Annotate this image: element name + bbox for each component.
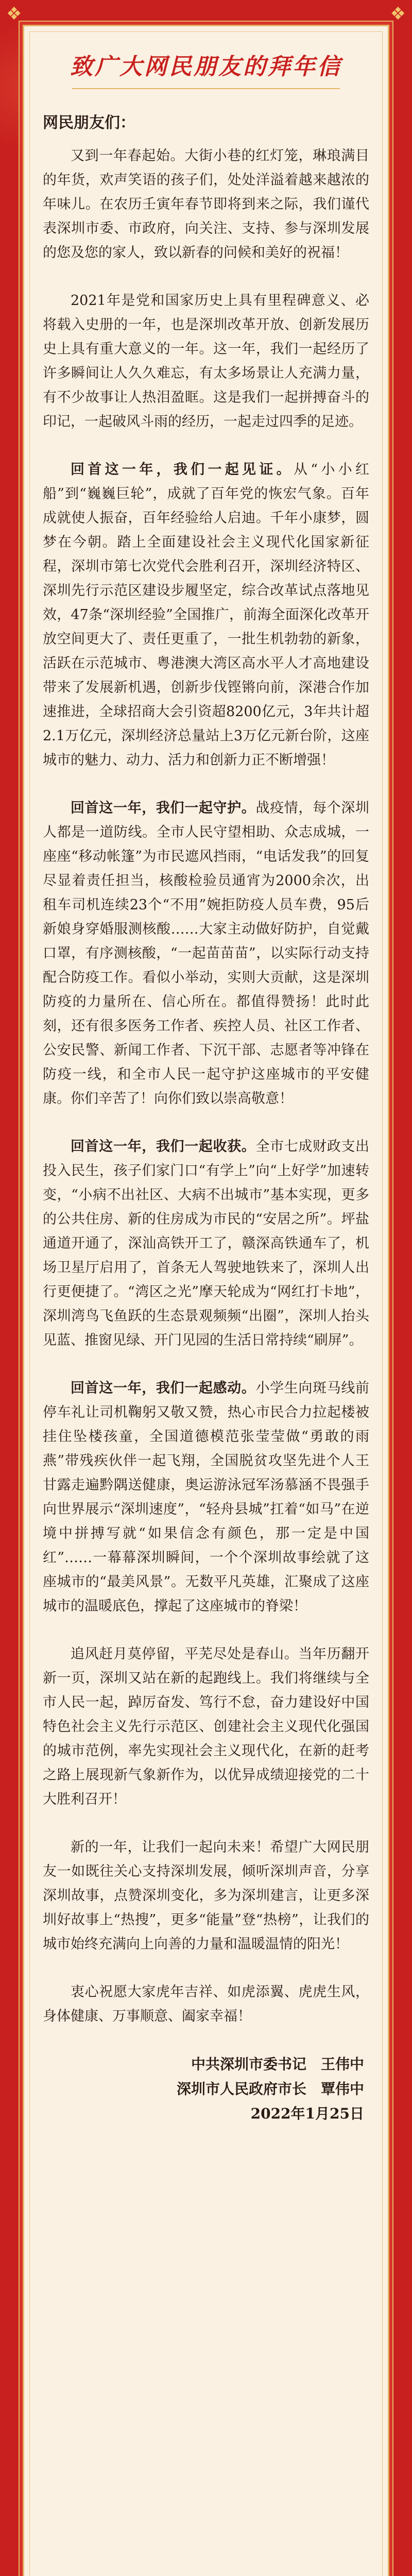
signature-date: 2022年1月25日 (250, 2105, 364, 2122)
signature-mayor: 深圳市人民政府市长 覃伟中 (176, 2080, 364, 2097)
paragraph-harvest (43, 1134, 369, 1352)
paragraph-lead: 回首这一年，我们一起守护。 (71, 800, 256, 816)
paragraph-blessing (43, 1980, 369, 2028)
paragraph-text: 衷心祝愿大家虎年吉祥、如虎添翼、虎虎生风，身体健康、万事顺意、阖家幸福！ (43, 1984, 369, 2024)
paragraph-moved (43, 1376, 369, 1618)
paragraph-new-year (43, 1835, 369, 1956)
paragraph-future (43, 1642, 369, 1811)
paragraph-text: 小学生向斑马线前停车礼让司机鞠躬又敬又赞，热心市民合力拉起楼被挂住坠楼孩童，全国道德模范张莹莹做“勇敢的雨燕”带残疾伙伴一起飞翔，全国脱贫攻坚先进个人王甘露走遍黔隅送健康，奥运游泳冠军汤慕涵不畏强手向世界展示“深圳速度”，“轻舟县城”扛着“如马”在逆境中拼搏写就“如果信念有颜色，那一定是中国红”……一幕幕深圳瞬间，一个个深圳故事绘就了这座城市的“最美风景”。无数平凡英雄，汇聚成了这座城市的温暖底色，撑起了这座城市的脊梁！ (43, 1380, 370, 1614)
paragraph-guard (43, 796, 369, 1111)
paragraph-lead: 回首这一年，我们一起收获。 (71, 1139, 256, 1155)
paragraph-text: 从“小小红船”到“巍巍巨轮”，成就了百年党的恢宏气象。百年成就使人振奋，百年经验给人启迪。千年小康梦，圆梦在今朝。踏上全面建设社会主义现代化国家新征程，深圳市第七次党代会胜利召开，深圳经济特区、深圳先行示范区建设步履坚定，综合改革试点落地见效，47条“深圳经验”全国推广，前海全面深化改革开放空间更大了、责任更重了，一批生机勃勃的新象，活跃在示范城市、粤港澳大湾区高水平人才高地建设带来了发展新机遇，创新步伐铿锵向前，深港合作加速推进，全球招商大会引资超8200亿元，3年共计超2.1万亿元，深圳经济总量站上3万亿元新台阶，这座城市的魅力、动力、活力和创新力正不断增强！ (43, 462, 369, 768)
paragraph-text: 又到一年春起始。大街小巷的红灯笼，琳琅满目的年货，欢声笑语的孩子们，处处洋溢着越来越浓的年味儿。在农历壬寅年春节即将到来之际，我们谨代表深圳市委、市政府，向关注、支持、参与深圳发展的您及您的家人，致以新春的问候和美好的祝福！ (43, 148, 369, 261)
page-title: 致广大网民朋友的拜年信 (70, 54, 342, 80)
title-divider (72, 88, 340, 89)
paragraph-text: 战疫情，每个深圳人都是一道防线。全市人民守望相助、众志成城，一座座“移动帐篷”为市民遮风挡雨，“电话发我”的回复尽显着责任担当，核酸检验员通宵为2000余次，出租车司机连续23个“不用”婉拒防疫人员车费，95后新娘身穿婚服测核酸……大家主动做好防护，自觉戴口罩，有序测核酸，“一起苗苗苗”，以实际行动支持配合防疫工作。看似小举动，实则大贡献，这是深圳防疫的力量所在、信心所在。都值得赞扬！此时此刻，还有很多医务工作者、疾控人员、社区工作者、公安民警、新闻工作者、下沉干部、志愿者等冲锋在防疫一线，和全市人民一起守护这座城市的平安健康。你们辛苦了！向你们致以崇高敬意！ (43, 800, 370, 1107)
salutation: 网民朋友们： (43, 114, 135, 132)
title-block (43, 48, 369, 89)
paragraph-text: 全市七成财政支出投入民生，孩子们家门口“有学上”向“上好学”加速转变，“小病不出社区、大病不出城市”基本实现，更多的公共住房、新的住房成为市民的“安居之所”。坪盐通道开通了，深汕高铁开工了，赣深高铁通车了，机场卫星厅启用了，首条无人驾驶地铁来了，深圳人出行更便捷了。“湾区之光”摩天轮成为“网红打卡地”，深圳湾鸟飞鱼跃的生态景观频频“出圈”，深圳人抬头见蓝、推窗见绿、开门见园的生活日常持续“刷屏”。 (43, 1139, 370, 1348)
paragraph-text: 2021年是党和国家历史上具有里程碑意义、必将载入史册的一年，也是深圳改革开放、创新发展历史上具有重大意义的一年。这一年，我们一起经历了许多瞬间让人久久难忘，有太多场景让人充满力量，有不少故事让人热泪盈眶。这是我们一起拼搏奋斗的印记，一起破风斗雨的经历，一起走过四季的足迹。 (43, 293, 369, 430)
signature-block (43, 2052, 369, 2126)
paragraph-lead: 回首这一年，我们一起见证。 (71, 462, 294, 478)
lantern-ornament-icon: ❖ (390, 4, 406, 24)
paragraph-text: 追风赶月莫停留，平芜尽处是春山。当年历翻开新一页，深圳又站在新的起跑线上。我们将继续与全市人民一起，踔厉奋发、笃行不怠，奋力建设好中国特色社会主义先行示范区、创建社会主义现代化强国的城市范例，率先实现社会主义现代化，在新的赶考之路上展现新气象新作为，以优异成绩迎接党的二十大胜利召开！ (43, 1646, 369, 1807)
signature-party-secretary: 中共深圳市委书记 王伟中 (191, 2056, 364, 2073)
paragraph-witness (43, 457, 369, 772)
paragraph-2 (43, 289, 369, 434)
letter-paper (23, 25, 389, 2576)
paragraph-1 (43, 144, 369, 265)
paragraph-text: 新的一年，让我们一起向未来！希望广大网民朋友一如既往关心支持深圳发展，倾听深圳声音，分享深圳故事，点赞深圳变化，多为深圳建言，让更多深圳好故事上“热搜”，更多“能量”登“热榜”，让我们的城市始终充满向上向善的力量和温暖温情的阳光！ (43, 1839, 369, 1952)
paragraph-lead: 回首这一年，我们一起感动。 (71, 1380, 256, 1396)
lantern-ornament-icon: ❖ (6, 4, 22, 24)
